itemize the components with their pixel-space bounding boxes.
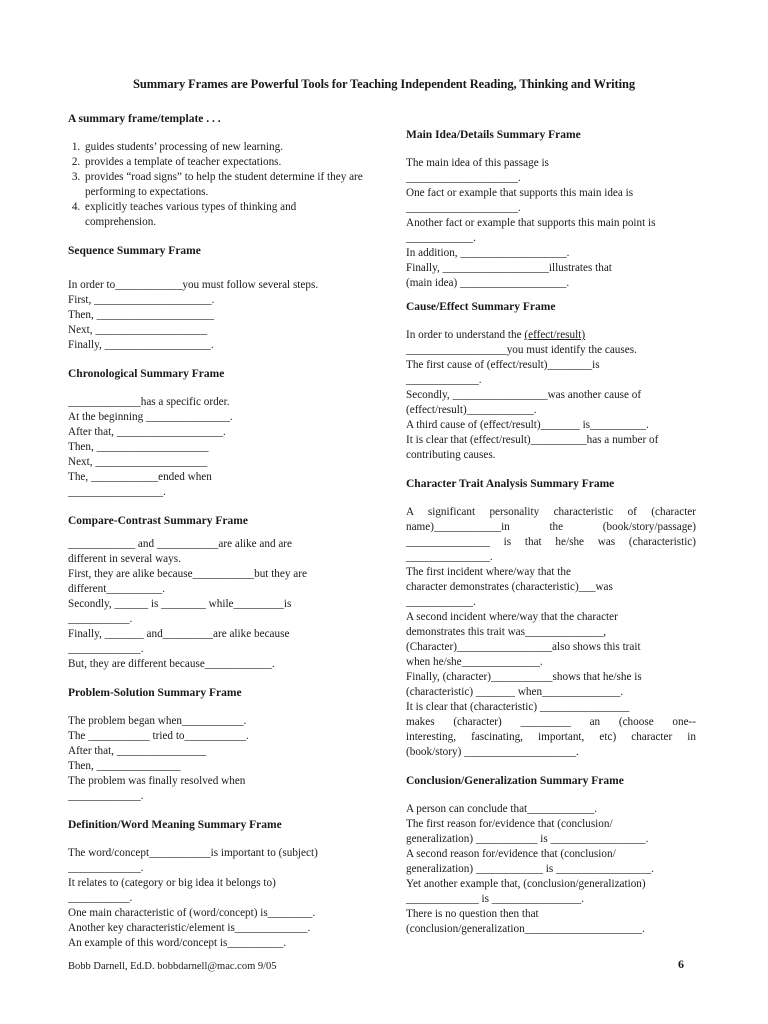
compare-contrast-heading: Compare-Contrast Summary Frame: [68, 515, 248, 527]
left-column: [68, 112, 368, 951]
cause-line-text: In order to understand the: [406, 329, 525, 341]
frame-line: Then, _____________________: [68, 309, 215, 321]
frame-line: _____________has a specific order.: [68, 396, 230, 408]
frame-line: The first reason for/evidence that (conclusion/: [406, 818, 613, 830]
frame-line: The main idea of this passage is: [406, 157, 549, 169]
frame-line: ___________.: [68, 613, 133, 625]
frame-line: Secondly, _________________was another cause of: [406, 389, 642, 401]
character-trait-heading: Character Trait Analysis Summary Frame: [406, 478, 615, 490]
frame-line: (conclusion/generalization_____________________.: [406, 923, 645, 935]
frame-line: It is clear that (effect/result)__________has a number of: [406, 434, 659, 446]
frame-line: Finally, ___________________illustrates that: [406, 262, 612, 274]
frame-line: Then, ____________________: [68, 441, 209, 453]
frame-line: ____________________.: [406, 202, 521, 214]
frame-line: _____________.: [406, 374, 482, 386]
frame-line: (Character)_________________also shows this trait: [406, 641, 641, 653]
page-number: 6: [678, 957, 684, 971]
frame-line: The, ____________ended when: [68, 471, 212, 483]
frame-line: ____________.: [406, 232, 476, 244]
frame-line: _______________.: [406, 551, 493, 563]
frame-line: Finally, (character)___________shows that he/she is: [406, 671, 642, 683]
frame-line: ___________.: [68, 892, 133, 904]
list-item: 4. explicitly teaches various types of thinking and comprehension.: [83, 200, 368, 230]
frame-line: (main idea) ___________________.: [406, 277, 570, 289]
frame-line: different__________.: [68, 583, 166, 595]
frame-line: (characteristic) _______ when______________.: [406, 686, 624, 698]
frame-line: __________________you must identify the causes.: [406, 344, 637, 356]
frame-line: In order to____________you must follow several steps.: [68, 279, 319, 291]
frame-line: It is clear that (characteristic) ________________: [406, 701, 630, 713]
frame-line: Next, ____________________: [68, 456, 208, 468]
frame-line: After that, ________________: [68, 745, 207, 757]
frame-line: (effect/result)____________.: [406, 404, 537, 416]
frame-line: makes (character) _________ an (choose one--: [406, 716, 696, 728]
frame-line: _____________.: [68, 643, 144, 655]
frame-line: _______________ is that he/she was (characteristic): [406, 536, 696, 548]
definition-heading: Definition/Word Meaning Summary Frame: [68, 819, 282, 831]
frame-line: At the beginning _______________.: [68, 411, 233, 423]
frame-line: contributing causes.: [406, 449, 496, 461]
frame-line: _________________.: [68, 486, 166, 498]
frame-line: A third cause of (effect/result)_______ is__________.: [406, 419, 649, 431]
frame-line: different in several ways.: [68, 553, 181, 565]
problem-solution-heading: Problem-Solution Summary Frame: [68, 687, 242, 699]
frame-line: ____________ and ___________are alike and are: [68, 538, 293, 550]
list-item: 3. provides “road signs” to help the student determine if they are performing to expectations.: [83, 170, 368, 200]
frame-line: A second reason for/evidence that (conclusion/: [406, 848, 616, 860]
sequence-heading: Sequence Summary Frame: [68, 245, 201, 257]
conclusion-heading: Conclusion/Generalization Summary Frame: [406, 775, 624, 787]
frame-line: Yet another example that, (conclusion/generalization): [406, 878, 646, 890]
frame-line: _____________.: [68, 790, 144, 802]
frame-line: Finally, _______ and_________are alike because: [68, 628, 290, 640]
frame-line: A person can conclude that____________.: [406, 803, 598, 815]
right-column: [406, 128, 696, 937]
chronological-heading: Chronological Summary Frame: [68, 368, 225, 380]
frame-line: First, _____________________.: [68, 294, 215, 306]
effect-result-underlined: (effect/result): [524, 329, 586, 341]
frame-line: _____________.: [68, 862, 144, 874]
frame-line: In addition, ___________________.: [406, 247, 570, 259]
frame-line: After that, ___________________.: [68, 426, 226, 438]
frame-line: Secondly, ______ is ________ while_________is: [68, 598, 292, 610]
footer-author: Bobb Darnell, Ed.D. bobbdarnell@mac.com 9/05: [68, 961, 277, 972]
frame-line: character demonstrates (characteristic)___was: [406, 581, 613, 593]
frame-line: interesting, fascinating, important, etc) character in: [406, 731, 696, 743]
intro-heading: A summary frame/template . . .: [68, 113, 221, 125]
frame-line: [406, 328, 696, 343]
cause-effect-heading: Cause/Effect Summary Frame: [406, 301, 556, 313]
frame-line: generalization) ___________ is _________________.: [406, 833, 649, 845]
frame-line: ____________________.: [406, 172, 521, 184]
frame-line: _____________ is ________________.: [406, 893, 585, 905]
frame-line: The ___________ tried to___________.: [68, 730, 249, 742]
frame-line: One fact or example that supports this main idea is: [406, 187, 634, 199]
frame-line: The word/concept___________is important to (subject): [68, 847, 318, 859]
page-title: Summary Frames are Powerful Tools for Teaching Independent Reading, Thinking and Writing: [133, 77, 635, 91]
frame-line: A second incident where/way that the character: [406, 611, 618, 623]
frame-line: Finally, ___________________.: [68, 339, 214, 351]
list-item: 2. provides a template of teacher expectations.: [83, 155, 368, 170]
frame-line: An example of this word/concept is__________.: [68, 937, 287, 949]
frame-line: The problem was finally resolved when: [68, 775, 246, 787]
frame-line: demonstrates this trait was______________,: [406, 626, 607, 638]
frame-line: ____________.: [406, 596, 476, 608]
frame-line: Next, ____________________: [68, 324, 208, 336]
frame-line: when he/she______________.: [406, 656, 543, 668]
frame-line: name)____________in the (book/story/passage): [406, 521, 696, 533]
frame-line: The first incident where/way that the: [406, 566, 571, 578]
intro-list: [68, 140, 368, 230]
frame-line: There is no question then that: [406, 908, 539, 920]
frame-line: Another fact or example that supports this main point is: [406, 217, 656, 229]
frame-line: It relates to (category or big idea it belongs to): [68, 877, 276, 889]
list-item: 1. guides students’ processing of new learning.: [83, 140, 368, 155]
frame-line: Another key characteristic/element is_____________.: [68, 922, 311, 934]
frame-line: The problem began when___________.: [68, 715, 247, 727]
frame-line: One main characteristic of (word/concept) is________.: [68, 907, 316, 919]
frame-line: A significant personality characteristic of (character: [406, 506, 696, 518]
frame-line: (book/story) ____________________.: [406, 746, 579, 758]
frame-line: generalization) ____________ is _________________.: [406, 863, 654, 875]
frame-line: The first cause of (effect/result)________is: [406, 359, 600, 371]
main-idea-heading: Main Idea/Details Summary Frame: [406, 129, 581, 141]
frame-line: First, they are alike because___________but they are: [68, 568, 307, 580]
frame-line: But, they are different because____________.: [68, 658, 275, 670]
frame-line: Then, _______________: [68, 760, 181, 772]
